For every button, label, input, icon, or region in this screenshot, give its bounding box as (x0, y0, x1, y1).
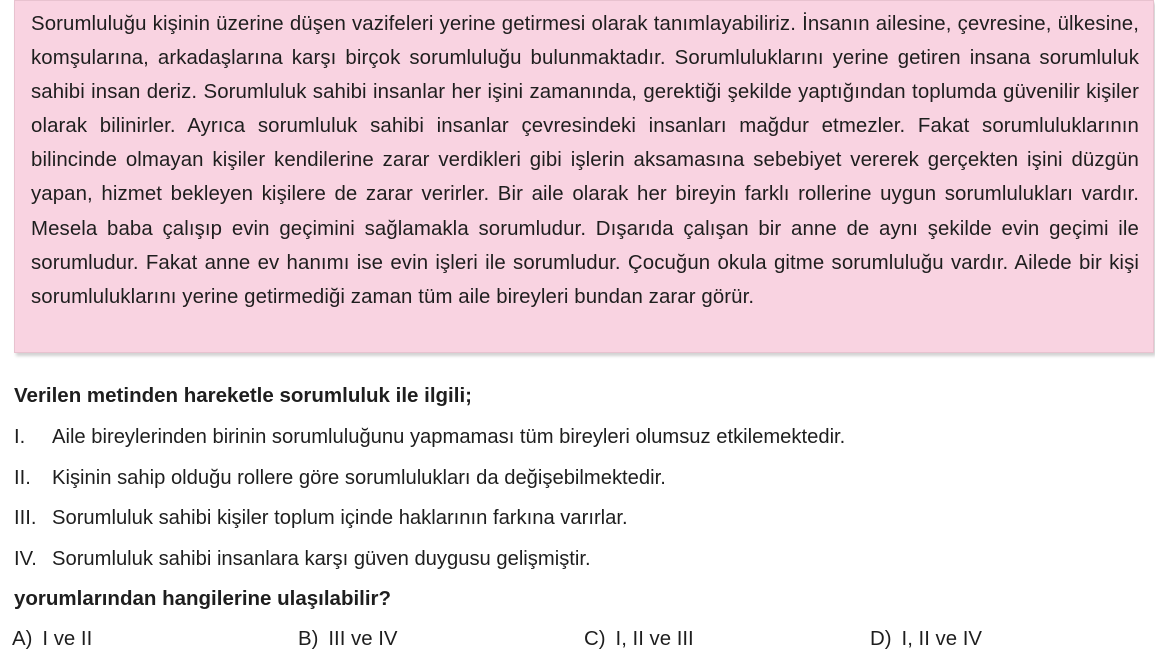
option-text: I ve II (42, 628, 93, 650)
answer-options (12, 622, 1152, 656)
statement-item (14, 421, 1134, 462)
option-b[interactable] (298, 622, 398, 656)
option-text: III ve IV (328, 628, 398, 650)
option-text: I, II ve IV (901, 628, 982, 650)
option-a[interactable] (12, 622, 92, 656)
statement-number: II. (14, 466, 31, 489)
statement-number: I. (14, 426, 26, 448)
option-d[interactable] (870, 622, 982, 656)
statement-text: Sorumluluk sahibi insanlara karşı güven duygusu gelişmiştir. (52, 547, 591, 570)
statement-number: IV. (14, 547, 37, 570)
statement-number: III. (14, 507, 37, 529)
statement-text: Aile bireylerinden birinin sorumluluğunu yapmaması tüm bireyleri olumsuz etkilemektedir. (52, 426, 846, 448)
option-letter: C) (584, 628, 606, 650)
statement-item (14, 543, 1134, 584)
statement-item (14, 502, 1134, 543)
option-letter: D) (870, 628, 892, 650)
statement-text: Sorumluluk sahibi kişiler toplum içinde haklarının farkına varırlar. (52, 507, 628, 529)
option-letter: A) (12, 628, 33, 650)
statement-list (14, 421, 1134, 583)
statement-item (14, 462, 1134, 503)
question-stem: Verilen metinden hareketle sorumluluk ile ilgili; (14, 384, 472, 407)
statement-text: Kişinin sahip olduğu rollere göre sorumlulukları da değişebilmektedir. (52, 466, 666, 489)
option-letter: B) (298, 628, 319, 650)
reading-passage-box (14, 0, 1154, 353)
option-c[interactable] (584, 622, 694, 656)
passage-text: Sorumluluğu kişinin üzerine düşen vazifeleri yerine getirmesi olarak tanımlayabiliriz. İnsanın ailesine, çevresine, ülkesine, komşularına, arkadaşlarına karşı birçok sorumluluğu bulunmaktadır. Sorumluluklarını yerine getiren insana sorumluluk sahibi insan deriz. Sorumluluk sahibi insanlar her işini zamanında, gerektiği şekilde yaptığından toplumda güvenilir kişiler olarak bilinirler. Ayrıca sorumluluk sahibi insanlar çevresindeki insanları mağdur etmezler. Fakat sorumluluklarının bilincinde olmayan kişiler kendilerine zarar verdikleri gibi işlerin aksamasına sebebiyet vererek gerçekten işini düzgün yapan, hizmet bekleyen kişilere de zarar verirler. Bir aile olarak her bireyin farklı rollerine uygun sorumlulukları vardır. Mesela baba çalışıp evin geçimini sağlamakla sorumludur. Dışarıda çalışan bir anne de aynı şekilde evin geçimi ile sorumludur. Fakat anne ev hanımı ise evin işleri ile sorumludur. Çocuğun okula gitme sorumluluğu vardır. Ailede bir kişi sorumluluklarını yerine getirmediği zaman tüm aile bireyleri bundan zarar görür. (31, 13, 1139, 308)
question-closing: yorumlarından hangilerine ulaşılabilir? (14, 587, 392, 610)
option-text: I, II ve III (615, 628, 694, 650)
